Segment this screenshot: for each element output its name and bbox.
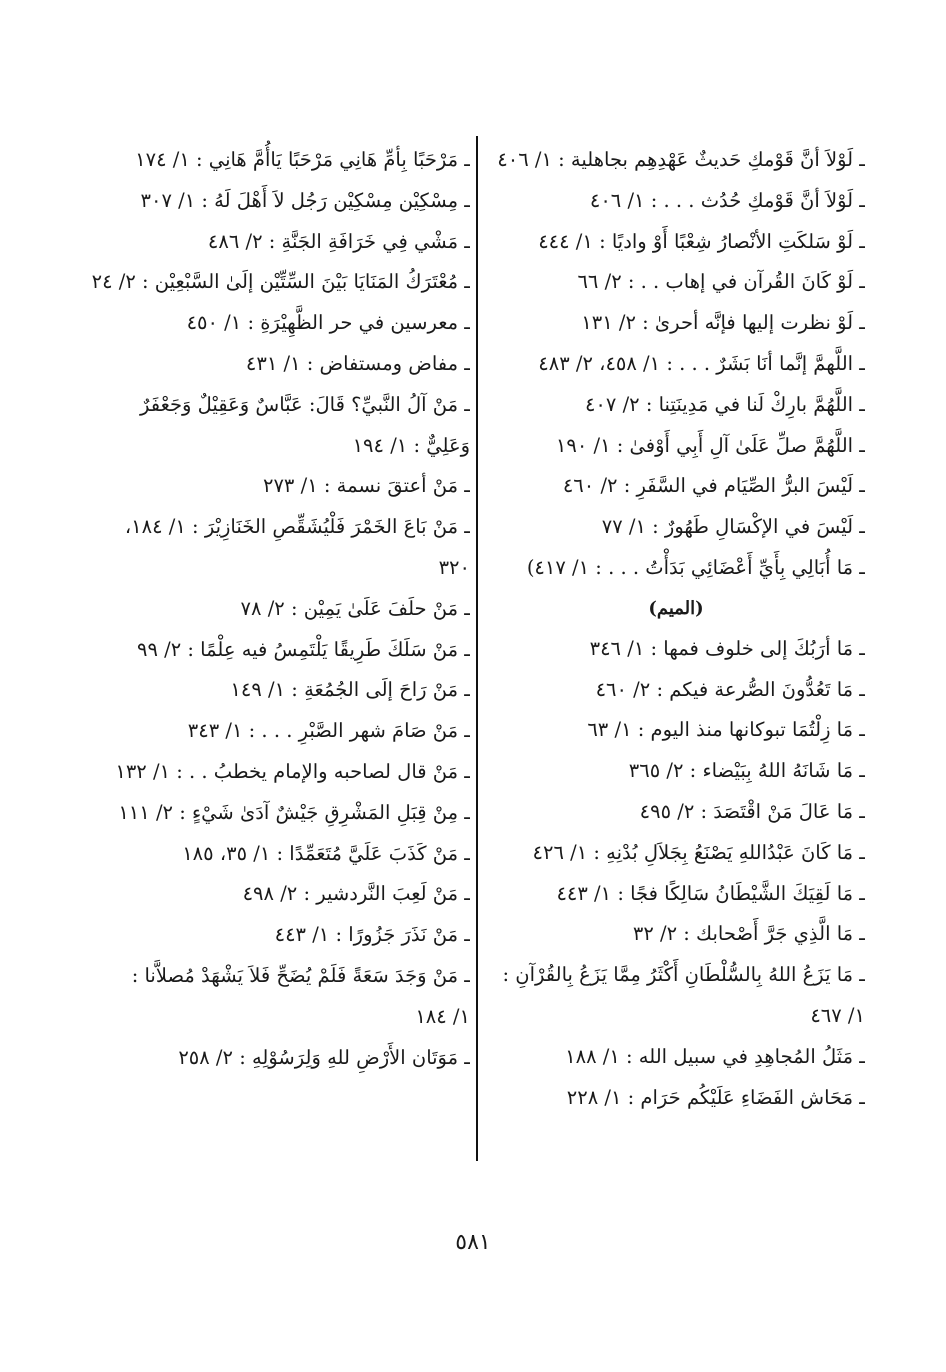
- index-entry: ـ مِسْكِيْن مِسْكِيْن رَجُل لاَ أَهْلَ لَهُ : ١/ ٣٠٧: [140, 188, 470, 212]
- index-entry: ـ مَنْ قال لصاحبه والإمام يخطبُ . . : ١/ ١٣٢: [115, 759, 470, 783]
- index-entry: ـ لَوْ سَلكَتِ الأنْصارُ شِعْبًا أَوْ واديًا : ١/ ٤٤٤: [538, 229, 865, 253]
- index-entry: ـ مَا تَعُدُّونَ الصُّرعة فيكم : ٢/ ٤٦٠: [595, 677, 865, 701]
- index-entry: ـ مَا كَانَ عَبْدُاللهِ يَصْنَعُ بِجَلاَلِ بُدْنِهِ : ١/ ٤٢٦: [532, 840, 865, 864]
- index-entry-continuation: ١/ ١٨٤: [415, 1004, 470, 1028]
- index-entry: ـ مَنْ أعتقَ نسمة : ١/ ٢٧٣: [262, 474, 470, 498]
- index-entry: ـ مَنْ نَذَرَ جَزُورًا : ١/ ٤٤٣: [274, 923, 470, 947]
- index-entry: ـ مَنْ سَلَكَ طَرِيقًا يَلْتَمِسُ فيه عِلْمًا : ٢/ ٩٩: [137, 637, 470, 661]
- index-entry-continuation: ١/ ٤٦٧: [810, 1003, 865, 1027]
- index-entry-continuation: وَعَلِيٌّ : ١/ ١٩٤: [352, 433, 470, 457]
- index-entry: ـ مَنْ لَعِبَ النَّردشير : ٢/ ٤٩٨: [242, 882, 470, 906]
- index-entry: ـ مَنْ رَاحَ إلَى الجُمُعَةِ : ١/ ١٤٩: [230, 678, 470, 702]
- index-entry: ـ اللَّهمَّ إنَّما أنَا بَشَرٌ . . . : ١/ ٤٥٨، ٢/ ٤٨٣: [538, 351, 865, 375]
- column-divider: [476, 136, 478, 1161]
- index-entry: ـ مَنْ آلُ النَّبيِّ؟ قَالَ: عَبَّاسٌ وَعَقِيْلٌ وَجَعْفَرٌ: [139, 392, 470, 416]
- index-entry: ـ مَشْي فِي خَرَافَةِ الجَنَّةِ : ٢/ ٤٨٦: [207, 229, 470, 253]
- index-entry: ـ مَرْحَبًا بِأمِّ هَانِي مَرْحَبًا يَاأُمَّ هَانِي : ١/ ١٧٤: [135, 148, 470, 171]
- section-heading: (الميم): [648, 597, 704, 619]
- index-entry: ـ مُعْتَرَكُ المَنَايَا بَيْنَ السِّتِّيْن إلَىٰ السَّبْعِيْن : ٢/ ٢٤: [91, 270, 470, 294]
- index-entry: ـ مَا زِلْتُمَا تبوكانها منذ اليوم : ١/ ٦٣: [587, 718, 865, 742]
- index-entry-continuation: ٣٢٠: [438, 555, 470, 579]
- index-entry: ـ مَا يَزَعُ اللهُ بِالسُّلْطَانِ أَكْثَرُ مِمَّا يَزَعُ بِالقُرْآنِ :: [502, 963, 865, 987]
- index-entry: ـ مَا عَالَ مَنْ اقْتَصَدَ : ٢/ ٤٩٥: [639, 799, 865, 823]
- index-entry: ـ مَحَاش الفَضَاءِ عَلَيْكُم حَرَام : ١/ ٢٢٨: [566, 1085, 865, 1109]
- index-entry: ـ مَا أرَبُكَ إلى خلوف فمها : ١/ ٣٤٦: [589, 636, 865, 660]
- index-entry: ـ لَيْسَ البرُّ الصِّيَام في السَّفَرِ : ٢/ ٤٦٠: [562, 474, 865, 498]
- index-entry: ـ مَنْ وَجَدَ سَعَةً فَلَمْ يُضَحِّ فَلاَ يَشْهَدْ مُصلاَّنا :: [131, 963, 470, 987]
- index-entry: ـ مَثَلُ المُجاهِدِ في سبيل الله : ١/ ١٨٨: [565, 1044, 865, 1068]
- index-entry: ـ لَوْلاَ أنَّ قَوْمكِ حُدُث . . . : ١/ ٤٠٦: [589, 188, 865, 212]
- index-entry: ـ مَا لَقِيَكَ الشَّيْطَانُ سَالِكًا فجًا : ١/ ٤٤٣: [556, 881, 865, 905]
- page-number: ٥٨١: [455, 1230, 491, 1255]
- index-entry: ـ مَنْ حلَفَ عَلَىٰ يَمِيْن : ٢/ ٧٨: [240, 596, 470, 620]
- left-column: [50, 140, 470, 1078]
- index-entry: ـ مِنْ قِبَلِ المَشْرِقِ جَيْشٌ آدَىٰ شَيْءٍ : ٢/ ١١١: [118, 800, 470, 824]
- index-entry: ـ لَوْ نظرت إليها فإنَّه أحرىٰ : ٢/ ١٣١: [581, 311, 865, 335]
- index-entry: ـ لَيْسَ في الإكْسَالِ طَهُورٌ : ١/ ٧٧: [601, 515, 865, 539]
- right-column: [487, 140, 865, 1118]
- index-entry: ـ لَوْلاَ أنَّ قَوْمكِ حَديثٌ عَهْدِهِم بجاهلية : ١/ ٤٠٦: [497, 148, 865, 171]
- index-entry: ـ مَنْ كَذَبَ عَلَيَّ مُتَعَمِّدًا : ١/ ٣٥، ١٨٥: [182, 841, 470, 865]
- index-entry: ـ مَنْ بَاعَ الخَمْرَ فَلْيُشَقِّصِ الخَنَازِيْرَ : ١/ ١٨٤،: [124, 515, 470, 539]
- index-entry: ـ لَوْ كَانَ القُرآن في إهاب . . : ٢/ ٦٦: [577, 270, 865, 294]
- index-entry: ـ مَا الَّذِي جَرَّ أَصْحابك : ٢/ ٣٢: [632, 922, 865, 946]
- index-entry: ـ مَا أُبَالِي بِأَيِّ أَعْضَائِي بَدَأْتُ . . . : ١/ ٤١٧): [526, 555, 865, 579]
- index-entry: ـ مَوَتَان الأَرْضِ للهِ وَلِرَسُوْلِهِ : ٢/ ٢٥٨: [178, 1045, 470, 1069]
- index-entry: ـ مَنْ صَامَ شهر الصَّبْرِ . . . : ١/ ٣٤٣: [187, 719, 470, 743]
- index-entry: ـ مفاض ومستفاض : ١/ ٤٣١: [245, 351, 470, 375]
- index-entry: ـ اللَّهُمَّ بارِكْ لَنا في مَدِينَتِنا : ٢/ ٤٠٧: [584, 392, 865, 416]
- index-entry: ـ مَا شَانَهُ اللهُ بِبَيْضاء : ٢/ ٣٦٥: [628, 759, 865, 783]
- index-entry: ـ معرسين في حر الظَّهِيْرَةِ : ١/ ٤٥٠: [186, 311, 470, 335]
- index-entry: ـ اللَّهُمَّ صلِّ عَلَىٰ آلِ أَبِي أَوْفىٰ : ١/ ١٩٠: [555, 433, 865, 457]
